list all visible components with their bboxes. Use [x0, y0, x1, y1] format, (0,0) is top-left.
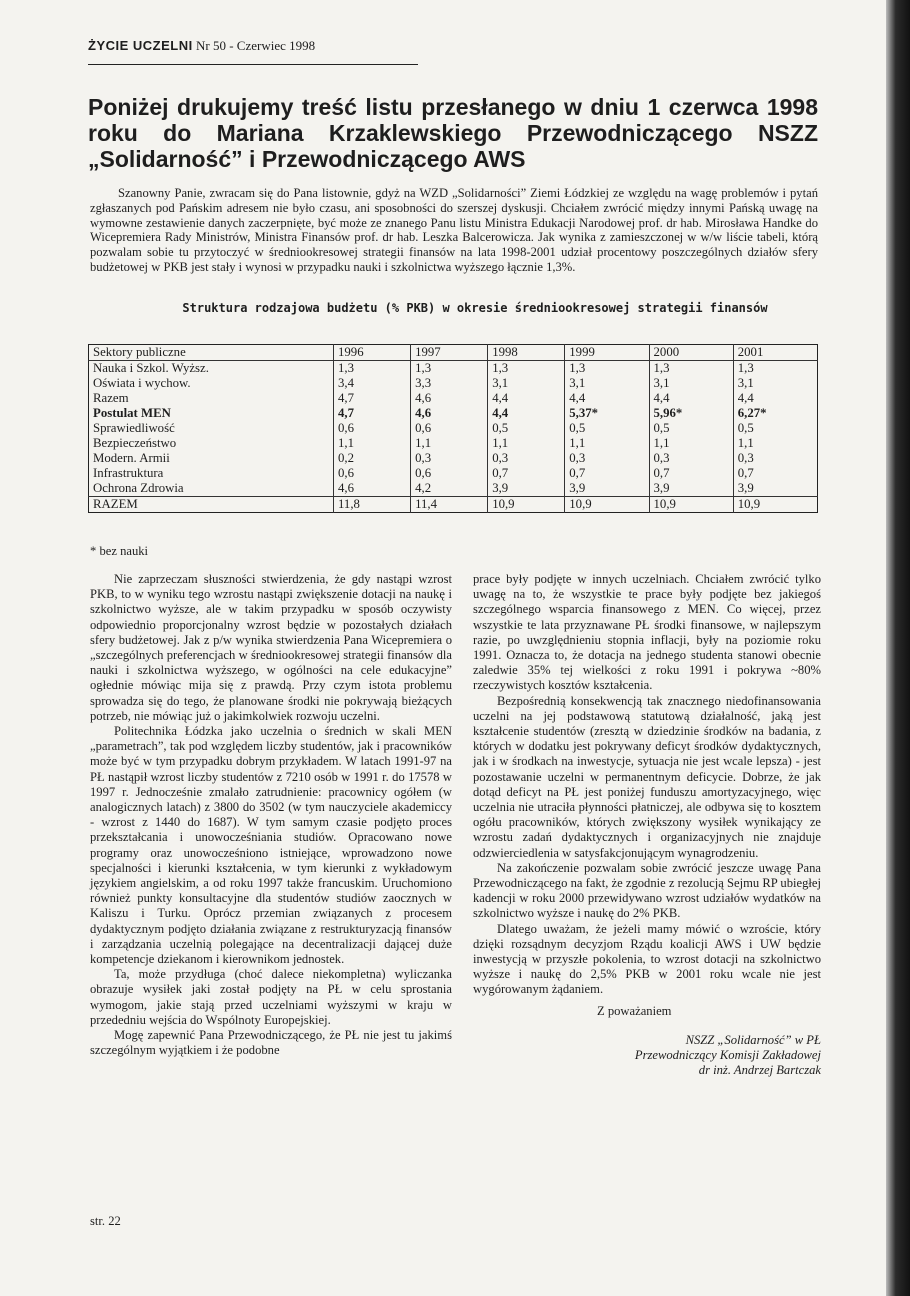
value-cell: 4,4	[733, 391, 817, 406]
value-cell: 3,9	[733, 481, 817, 497]
value-cell: 4,2	[411, 481, 488, 497]
table-footnote: * bez nauki	[90, 544, 149, 558]
sector-cell: RAZEM	[89, 497, 334, 513]
value-cell: 0,3	[649, 451, 733, 466]
value-cell: 1,3	[334, 361, 411, 377]
value-cell: 1,1	[649, 436, 733, 451]
value-cell: 4,6	[411, 391, 488, 406]
value-cell: 4,7	[334, 406, 411, 421]
header-cell: 1999	[565, 345, 649, 361]
value-cell: 1,3	[488, 361, 565, 377]
value-cell: 3,1	[565, 376, 649, 391]
body-paragraph: prace były podjęte w innych uczelniach. Chciałem zwrócić tylko uwagę na to, że wszystkie te prace były podjęte bez jakiegoś szczególnego wsparcia finansowego z MEN. Co więcej, przez wszystkie te lata przyznawane PŁ środki finansowe, w najlepszym razie, po uwzględnieniu stopnia inflacji, były na poziomie roku 1991. Oznacza to, że dotacja na jednego studenta stanowi obecnie zaledwie 35% tej wielkości z roku 1991 i pokrywa ~80% rzeczywistych kosztów kształcenia.	[473, 572, 821, 693]
value-cell: 10,9	[733, 497, 817, 513]
table-header-row	[89, 345, 818, 361]
body-paragraph: Politechnika Łódzka jako uczelnia o średnich w skali MEN „parametrach”, tak pod względem liczby studentów, jak i pracowników może być w tym przypadku dobrym przykładem. W latach 1991-97 na PŁ nastąpił wzrost liczby studentów z 7210 osób w 1991 r. do 17578 w 1997 r. Jednocześnie zmalało zatrudnienie: pracownicy ogółem (w analogicznych latach) z 3800 do 3502 (w tym nauczyciele akademiccy - wzrost z 1440 do 1687). W tym samym czasie podjęto proces przekształcania i unowocześniania studiów. Opracowano nowe programy oraz unowocześniono istniejące, wprowadzono nowe specjalności i kierunki kształcenia, w tym kierunki z wykładowym językiem angielskim, a od roku 1997 także francuskim. Uruchomiono również punkty konsultacyjne dla studentów studiów zaocznych w Kaliszu i Turku. Oprócz przemian związanych z procesem dydaktycznym podjęto działania związane z restrukturyzacją finansów i zarządzania uczelnią polegające na decentralizacji dającej duże kompetencje dziekanom i kierownikom jednostek.	[90, 724, 452, 967]
value-cell: 3,9	[649, 481, 733, 497]
value-cell: 4,4	[649, 391, 733, 406]
value-cell: 4,6	[334, 481, 411, 497]
value-cell: 3,3	[411, 376, 488, 391]
table-row	[89, 466, 818, 481]
magazine-name: ŻYCIE UCZELNI	[88, 38, 193, 53]
value-cell: 5,37*	[565, 406, 649, 421]
value-cell: 0,3	[488, 451, 565, 466]
value-cell: 1,1	[733, 436, 817, 451]
header-cell: 1998	[488, 345, 565, 361]
value-cell: 1,3	[649, 361, 733, 377]
header-cell: 2001	[733, 345, 817, 361]
body-paragraph: Dlatego uważam, że jeżeli mamy mówić o wzroście, który dzięki rozsądnym decyzjom Rządu koalicji AWS i UW będzie inwestycją w przyszłe pokolenia, to wzrost dotacji na szkolnictwo wyższe i naukę do 2,5% PKB w 2001 roku wcale nie jest wygórowanym żądaniem.	[473, 921, 821, 997]
body-paragraph: Nie zaprzeczam słuszności stwierdzenia, że gdy nastąpi wzrost PKB, to w wyniku tego wzrostu nastąpi zwiększenie dotacji na naukę i szkolnictwo wyższe, ale w takim przypadku w sposób oczywisty odpowiednio proporcjonalny wzrost będzie w pozostałych działach sfery budżetowej. Jak z p/w wynika stwierdzenia Pana Wicepremiera o „szczególnych preferencjach w średniookresowej strategii finansów dla nauki i szkolnictwa wyższego, w ogólności na cele edukacyjne” ogłednie mówiąc mija się z prawdą. Przy czym istota problemu sprowadza się do tego, że planowane środki nie pokrywają bieżących potrzeb, nie mówiąc już o jakimkolwiek rozwoju uczelni.	[90, 572, 452, 723]
value-cell: 1,1	[334, 436, 411, 451]
value-cell: 4,6	[411, 406, 488, 421]
value-cell: 3,4	[334, 376, 411, 391]
header-rule	[88, 64, 418, 65]
value-cell: 0,5	[488, 421, 565, 436]
sector-cell: Nauka i Szkol. Wyższ.	[89, 361, 334, 377]
article-title: Poniżej drukujemy treść listu przesłanego w dniu 1 czerwca 1998 roku do Mariana Krzaklewskiego Przewodniczącego NSZZ „Solidarność” i Przewodniczącego AWS	[88, 94, 818, 172]
body-paragraph: Na zakończenie pozwalam sobie zwrócić jeszcze uwagę Pana Przewodniczącego na fakt, że zgodnie z rezolucją Sejmu RP ubiegłej kadencji w roku 2000 przewidywano wzrost udziałów wydatków na szkolnictwo wyższe i naukę do 2% PKB.	[473, 860, 821, 921]
value-cell: 3,1	[733, 376, 817, 391]
value-cell: 10,9	[649, 497, 733, 513]
table-row	[89, 361, 818, 377]
body-paragraph: Mogę zapewnić Pana Przewodniczącego, że PŁ nie jest tu jakimś szczególnym wyjątkiem i że podobne	[90, 1028, 452, 1058]
value-cell: 0,6	[334, 466, 411, 481]
body-paragraph: Ta, może przydługa (choć dalece niekompletna) wyliczanka obrazuje wysiłek jaki został podjęty na PŁ w celu sprostania wymogom, jakie stają przed uczelniami wyższymi w kraju w przededniu wejścia do Wspólnoty Europejskiej.	[90, 967, 452, 1027]
value-cell: 10,9	[488, 497, 565, 513]
sector-cell: Oświata i wychow.	[89, 376, 334, 391]
value-cell: 1,3	[411, 361, 488, 377]
sector-cell: Razem	[89, 391, 334, 406]
value-cell: 0,2	[334, 451, 411, 466]
table-row	[89, 421, 818, 436]
issue-info: Nr 50 - Czerwiec 1998	[195, 38, 316, 53]
value-cell: 3,1	[488, 376, 565, 391]
sector-cell: Sprawiedliwość	[89, 421, 334, 436]
value-cell: 0,5	[733, 421, 817, 436]
value-cell: 4,4	[565, 391, 649, 406]
value-cell: 1,3	[565, 361, 649, 377]
value-cell: 6,27*	[733, 406, 817, 421]
value-cell: 0,7	[733, 466, 817, 481]
body-column-left	[90, 572, 452, 1059]
value-cell: 4,4	[488, 406, 565, 421]
value-cell: 0,7	[488, 466, 565, 481]
value-cell: 1,1	[411, 436, 488, 451]
value-cell: 3,1	[649, 376, 733, 391]
page-number: str. 22	[90, 1214, 121, 1228]
body-column-right	[473, 572, 821, 1078]
value-cell: 4,4	[488, 391, 565, 406]
value-cell: 0,5	[565, 421, 649, 436]
table-row	[89, 481, 818, 497]
value-cell: 0,7	[649, 466, 733, 481]
value-cell: 0,3	[565, 451, 649, 466]
value-cell: 0,6	[334, 421, 411, 436]
intro-paragraph: Szanowny Panie, zwracam się do Pana listownie, gdyż na WZD „Solidarności” Ziemi Łódzkiej ze względu na wagę problemów i pytań zgłaszanych pod Pańskim adresem nie było czasu, ani sposobności do szerszej dyskusji. Chciałem zwrócić między innymi Pańską uwagę na wymowne zestawienie danych zaczerpnięte, być może ze znanego Panu listu Ministra Edukacji Narodowej prof. dr hab. Mirosława Handke do Wicepremiera Rady Ministrów, Ministra Finansów prof. dr hab. Leszka Balcerowicza. Jak wynika z zamieszczonej w w/w liście tabeli, którą pozwalam sobie tu przytoczyć w średniookresowej strategii finansów na lata 1998-2001 udział procentowy poszczególnych działów sfery budżetowej w PKB jest stały i wynosi w przypadku nauki i szkolnictwa wyższego łącznie 1,3%.	[90, 186, 818, 274]
sector-cell: Modern. Armii	[89, 451, 334, 466]
signature-block	[473, 1033, 821, 1078]
signature-line: Przewodniczący Komisji Zakładowej	[634, 1047, 821, 1062]
value-cell: 0,6	[411, 466, 488, 481]
value-cell: 11,8	[334, 497, 411, 513]
closing-greeting: Z poważaniem	[597, 1003, 672, 1018]
value-cell: 3,9	[565, 481, 649, 497]
value-cell: 0,3	[733, 451, 817, 466]
scan-edge	[886, 0, 910, 1296]
table-row	[89, 436, 818, 451]
header-cell: 2000	[649, 345, 733, 361]
table-row	[89, 376, 818, 391]
header-cell: 1996	[334, 345, 411, 361]
value-cell: 0,7	[565, 466, 649, 481]
masthead	[88, 38, 315, 54]
value-cell: 11,4	[411, 497, 488, 513]
value-cell: 1,1	[488, 436, 565, 451]
value-cell: 0,5	[649, 421, 733, 436]
value-cell: 0,6	[411, 421, 488, 436]
header-cell: Sektory publiczne	[89, 345, 334, 361]
sector-cell: Postulat MEN	[89, 406, 334, 421]
value-cell: 0,3	[411, 451, 488, 466]
value-cell: 1,3	[733, 361, 817, 377]
signature-line: dr inż. Andrzej Bartczak	[698, 1062, 821, 1077]
header-cell: 1997	[411, 345, 488, 361]
value-cell: 5,96*	[649, 406, 733, 421]
value-cell: 3,9	[488, 481, 565, 497]
table-row	[89, 391, 818, 406]
table-row	[89, 406, 818, 421]
value-cell: 4,7	[334, 391, 411, 406]
table-total-row	[89, 497, 818, 513]
sector-cell: Ochrona Zdrowia	[89, 481, 334, 497]
value-cell: 1,1	[565, 436, 649, 451]
table-caption: Struktura rodzajowa budżetu (% PKB) w okresie średniookresowej strategii finansów	[182, 301, 768, 315]
table-row	[89, 451, 818, 466]
budget-table	[88, 344, 818, 513]
body-paragraph: Bezpośrednią konsekwencją tak znacznego niedofinansowania uczelni na jej podstawową statutową działalność, jaką jest kształcenie studentów (zresztą w dziedzinie środków na badania, z których w dodatku jest pokrywany deficyt środków dydaktycznych, jak i w środkach na inwestycje, sytuacja nie jest wcale lepsza) - jest pozostawanie uczelni w permanentnym deficycie. Dobrze, że jak dotąd deficyt na PŁ jest poniżej funduszu amortyzacyjnego, więc uczelnia nie utraciła płynności płatniczej, ale odbywa się to kosztem ogółu pracowników, których zwiększony wysiłek wynikający ze wzrostu zadań dydaktycznych i organizacyjnych nie znajduje odzwierciedlenia w satysfakcjonującym wynagrodzeniu.	[473, 693, 821, 860]
sector-cell: Bezpieczeństwo	[89, 436, 334, 451]
value-cell: 10,9	[565, 497, 649, 513]
sector-cell: Infrastruktura	[89, 466, 334, 481]
signature-line: NSZZ „Solidarność” w PŁ	[685, 1032, 821, 1047]
